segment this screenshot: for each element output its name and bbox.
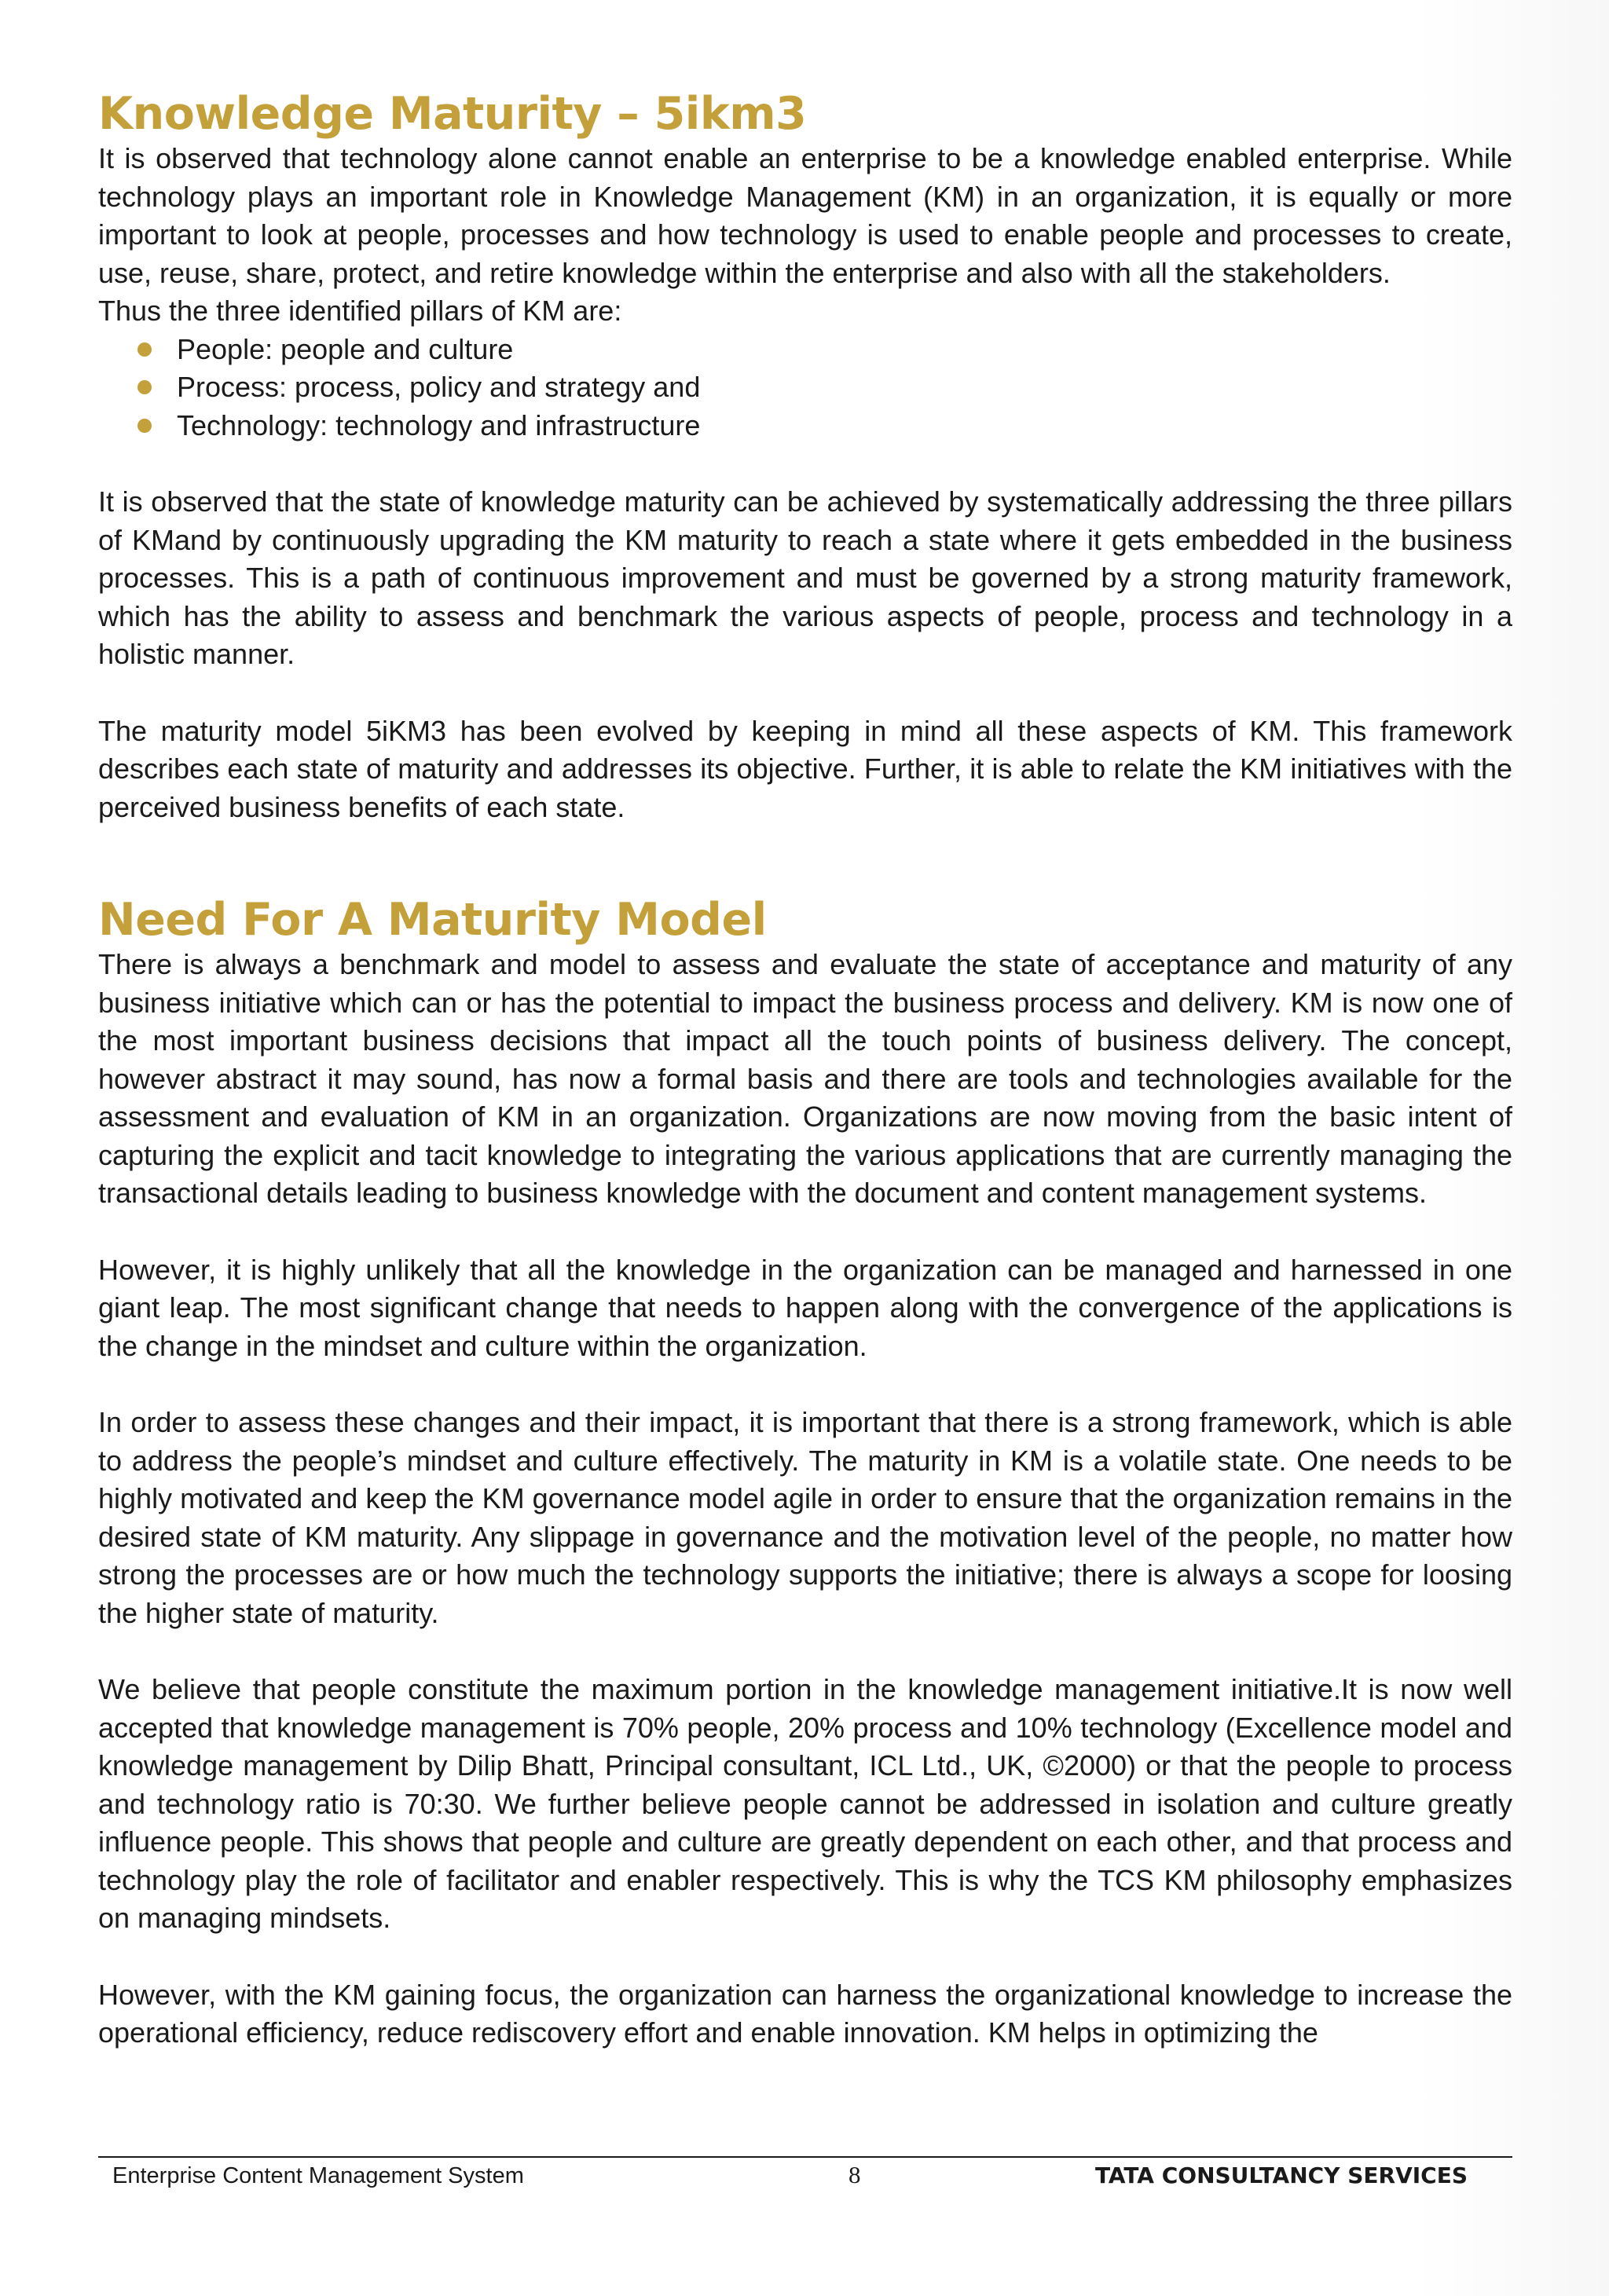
pillar-label: Technology: technology and infrastructure (177, 408, 701, 441)
pillar-label: Process: process, policy and strategy and (177, 371, 701, 403)
paragraph-giant-leap: However, it is highly unlikely that all the knowledge in the organization can be managed and harnessed in one giant leap. The most significant change that needs to happen along with the convergence of the applications is the change in the mindset and culture within the organization. (98, 1253, 1512, 1362)
spacer (98, 445, 1512, 483)
spacer (98, 674, 1512, 712)
paragraph-intro: It is observed that technology alone cannot enable an enterprise to be a knowledge enabled enterprise. While technology plays an important role in Knowledge Management (KM) in an organization, it is equally or more important to look at people, processes and how technology is used to enable people and processes to create, use, reuse, share, protect, and retire knowledge within the enterprise and also with all the stakeholders. (98, 142, 1512, 289)
paragraph-people-ratio: We believe that people constitute the maximum portion in the knowledge management initiative.It is now well accepted that knowledge management is 70% people, 20% process and 10% technology (Excellence model and knowledge management by Dilip Bhatt, Principal consultant, ICL Ltd., UK, ©2000) or that the people to process and technology ratio is 70:30. We further believe people cannot be addressed in isolation and culture greatly influence people. This shows that people and culture are greatly dependent on each other, and that process and technology play the role of facilitator and enabler respectively. This is why the TCS KM philosophy emphasizes on managing mindsets. (98, 1673, 1512, 1934)
footer-company-name: TATA CONSULTANCY SERVICES (1094, 2162, 1468, 2188)
list-item (137, 331, 1512, 369)
list-item (137, 407, 1512, 445)
pillars-lead-text: Thus the three identified pillars of KM are: (98, 295, 622, 327)
paragraph-benchmark: There is always a benchmark and model to assess and evaluate the state of acceptance and maturity of any business initiative which can or has the potential to impact the business process and delivery. KM is now one of the most important business decisions that impact all the touch points of business delivery. The concept, however abstract it may sound, has now a formal basis and there are tools and technologies available for the assessment and evaluation of KM in an organization. Organizations are now moving from the basic intent of capturing the explicit and tacit knowledge to integrating the various applications that are currently managing the transactional details leading to business knowledge with the document and content management systems. (98, 948, 1512, 1209)
spacer (98, 1632, 1512, 1671)
pillar-label: People: people and culture (177, 332, 514, 365)
footer-divider (98, 2156, 1512, 2158)
spacer (98, 1365, 1512, 1404)
page-content (98, 88, 1512, 2052)
paragraph-km-focus: However, with the KM gaining focus, the organization can harness the organizational knowledge to increase the operational efficiency, reduce rediscovery effort and enable innovation. KM helps in optimizing the (98, 1978, 1512, 2049)
paragraph-maturity-state: It is observed that the state of knowledge maturity can be achieved by systematically addressing the three pillars of KMand by continuously upgrading the KM maturity to reach a state where it gets embedded in the business processes. This is a path of continuous improvement and must be governed by a strong maturity framework, which has the ability to assess and benchmark the various aspects of people, process and technology in a holistic manner. (98, 485, 1512, 670)
spacer (98, 1938, 1512, 1976)
pillars-list (98, 331, 1512, 445)
page-number: 8 (848, 2161, 861, 2188)
footer-document-title: Enterprise Content Management System (112, 2163, 524, 2188)
spacer (98, 826, 1512, 894)
bullet-icon (137, 419, 152, 433)
paragraph-assess-changes: In order to assess these changes and their impact, it is important that there is a strong framework, which is able to address the people’s mindset and culture effectively. The maturity in KM is a volatile state. One needs to be highly motivated and keep the KM governance model agile in order to ensure that the organization remains in the desired state of KM maturity. Any slippage in governance and the motivation level of the people, no matter how strong the processes are or how much the technology supports the initiative; there is always a scope for loosing the higher state of maturity. (98, 1406, 1512, 1629)
spacer (98, 1213, 1512, 1251)
list-item (137, 368, 1512, 407)
section-title-knowledge-maturity: Knowledge Maturity – 5ikm3 (98, 88, 807, 140)
paragraph-maturity-model: The maturity model 5iKM3 has been evolved by keeping in mind all these aspects of KM. This framework describes each state of maturity and addresses its objective. Further, it is able to relate the KM initiatives with the perceived business benefits of each state. (98, 714, 1512, 823)
bullet-icon (137, 342, 152, 357)
bullet-icon (137, 380, 152, 394)
section-title-need-maturity-model: Need For A Maturity Model (98, 894, 767, 946)
